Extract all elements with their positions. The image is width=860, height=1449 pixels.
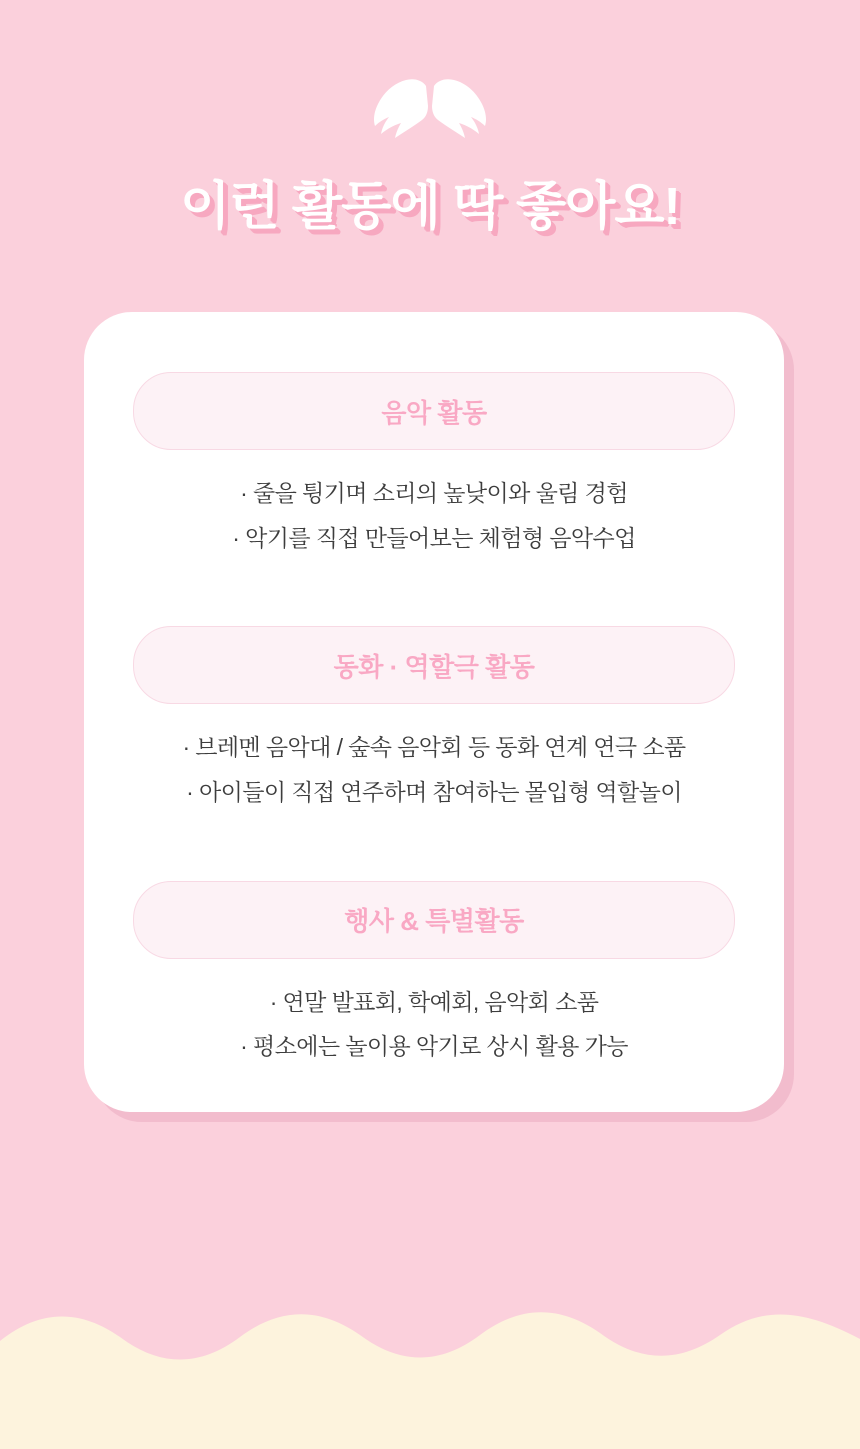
spacer: [84, 568, 784, 626]
angel-wings-svg: [370, 78, 490, 140]
section-events: [84, 881, 784, 1065]
section-title-fairytale: 동화 · 역할극 활동: [133, 626, 735, 704]
section-items-events: [114, 985, 754, 1065]
page-title: 이런 활동에 딱 좋아요!: [180, 178, 680, 236]
list-item: · 평소에는 놀이용 악기로 상시 활용 가능: [240, 1033, 628, 1060]
list-item: · 악기를 직접 만들어보는 체험형 음악수업: [232, 524, 636, 551]
spacer: [84, 823, 784, 881]
section-items-fairytale: [114, 730, 754, 810]
angel-wings-icon: [0, 78, 860, 140]
section-items-music: [114, 476, 754, 556]
bottom-wave-decoration: [0, 1279, 860, 1449]
list-item: · 줄을 튕기며 소리의 높낮이와 울림 경험: [240, 480, 628, 506]
list-item: · 아이들이 직접 연주하며 참여하는 몰입형 역할놀이: [186, 778, 682, 805]
content-card: [84, 312, 784, 1112]
list-item: · 브레멘 음악대 / 숲속 음악회 등 동화 연계 연극 소품: [182, 734, 686, 761]
section-fairytale: [84, 626, 784, 810]
section-title-events: 행사 & 특별활동: [133, 881, 735, 959]
section-title-music: 음악 활동: [133, 372, 735, 450]
section-music: [84, 372, 784, 556]
list-item: · 연말 발표회, 학예회, 음악회 소품: [269, 988, 599, 1015]
